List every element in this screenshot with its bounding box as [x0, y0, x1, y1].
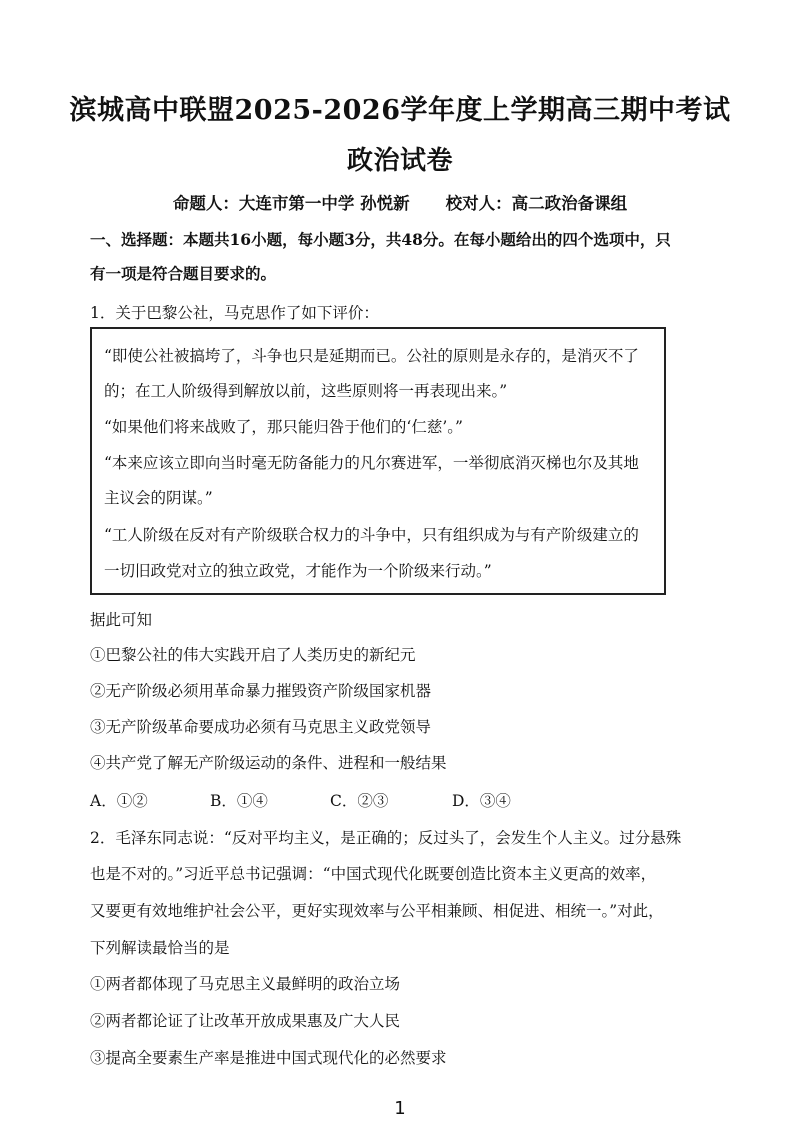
- question-2-stem-line: 又要更有效地维护社会公平，更好实现效率与公平相兼顾、相促进、相统一。”对此，: [90, 902, 664, 920]
- exam-subtitle: 政治试卷: [346, 146, 453, 176]
- question-1-statement: ④共产党了解无产阶级运动的条件、进程和一般结果: [90, 754, 447, 772]
- question-2-statement: ③提高全要素生产率是推进中国式现代化的必然要求: [90, 1049, 447, 1067]
- quote-line: 的；在工人阶级得到解放以前，这些原则将一再表现出来。”: [104, 382, 508, 400]
- author-line: [0, 190, 800, 214]
- question-2-stem-line: 下列解读最恰当的是: [90, 939, 230, 957]
- question-2-statement: ②两者都论证了让改革开放成果惠及广大人民: [90, 1012, 401, 1030]
- option-d[interactable]: D．③④: [452, 792, 511, 810]
- question-2-stem-line: 也是不对的。”习近平总书记强调：“中国式现代化既要创造比资本主义更高的效率，: [90, 865, 657, 883]
- question-2-stem-line: 2．毛泽东同志说：“反对平均主义，是正确的；反过头了，会发生个人主义。过分悬殊: [90, 829, 682, 847]
- question-2-statement: ①两者都体现了马克思主义最鲜明的政治立场: [90, 975, 401, 993]
- reviewer: 校对人：高二政治备课组: [445, 194, 628, 213]
- question-1-stem: 1．关于巴黎公社，马克思作了如下评价：: [90, 304, 379, 322]
- option-c[interactable]: C．②③: [330, 792, 389, 810]
- quote-box: [90, 327, 666, 595]
- quote-line: “如果他们将来战败了，那只能归咎于他们的‘仁慈’。”: [104, 418, 463, 436]
- section-instruction-line-2: 有一项是符合题目要求的。: [90, 264, 277, 283]
- question-1-prompt: 据此可知: [90, 611, 153, 629]
- option-b[interactable]: B．①④: [210, 792, 268, 810]
- option-a[interactable]: A．①②: [90, 792, 148, 810]
- quote-line: 一切旧政党对立的独立政党，才能作为一个阶级来行动。”: [104, 562, 492, 580]
- quote-line: 主议会的阴谋。”: [104, 489, 213, 507]
- quote-line: “本来应该立即向当时毫无防备能力的凡尔赛进军，一举彻底消灭梯也尔及其地: [104, 454, 639, 472]
- question-1-statement: ③无产阶级革命要成功必须有马克思主义政党领导: [90, 718, 432, 736]
- question-1-statement: ②无产阶级必须用革命暴力摧毁资产阶级国家机器: [90, 682, 432, 700]
- question-1-statement: ①巴黎公社的伟大实践开启了人类历史的新纪元: [90, 646, 416, 664]
- section-instruction-line-1: 一、选择题：本题共16小题，每小题3分，共48分。在每小题给出的四个选项中，只: [90, 230, 671, 249]
- exam-title: 滨城高中联盟2025-2026学年度上学期高三期中考试: [69, 95, 731, 126]
- quote-line: “工人阶级在反对有产阶级联合权力的斗争中，只有组织成为与有产阶级建立的: [104, 526, 639, 544]
- page-number: 1: [394, 1098, 406, 1119]
- quote-line: “即使公社被搞垮了，斗争也只是延期而已。公社的原则是永存的，是消灭不了: [104, 347, 639, 365]
- author: 命题人：大连市第一中学 孙悦新: [172, 194, 410, 213]
